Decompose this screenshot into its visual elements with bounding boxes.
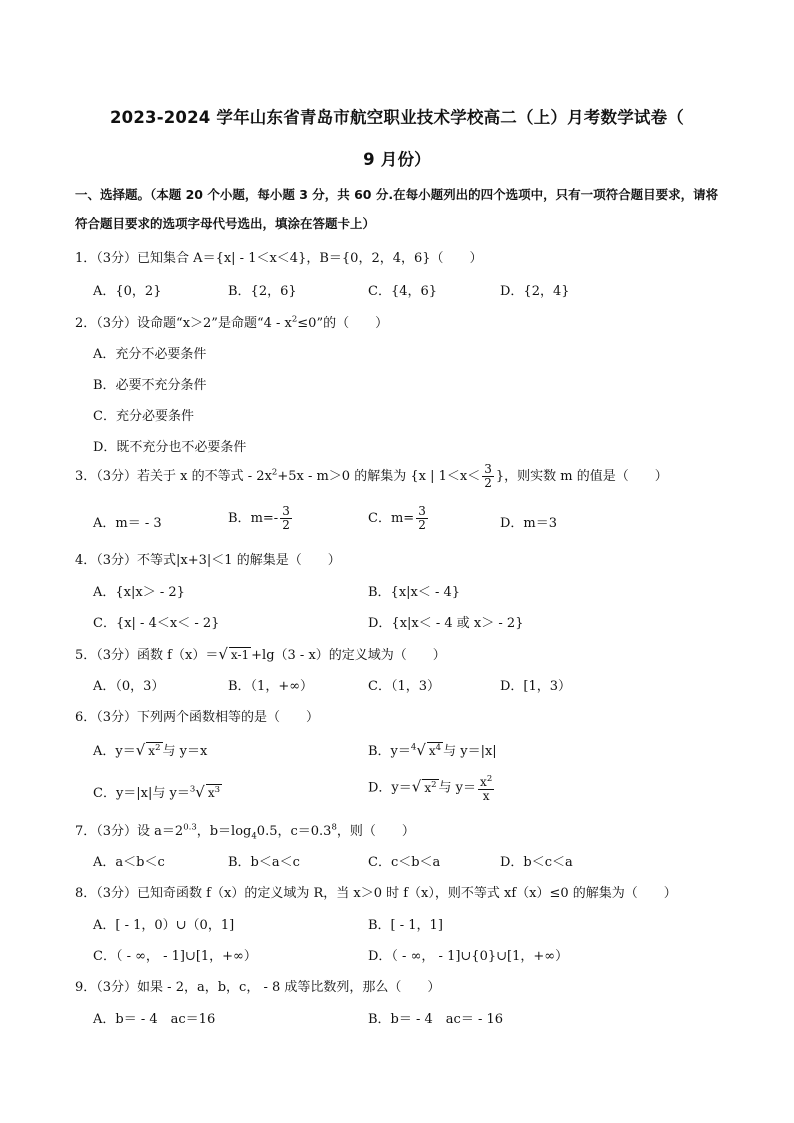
- q3-option-b-label: B．: [228, 511, 251, 526]
- q3-stem-post: ，则实数 m 的值是（ ）: [504, 469, 668, 484]
- q3-option-c: [368, 505, 430, 532]
- q3-option-b-var: m=-: [250, 511, 279, 526]
- q7-option-c: C．c＜b＜a: [368, 855, 441, 870]
- q3-option-b-fraction: [280, 505, 292, 532]
- q5-option-c: C．（1，3）: [368, 679, 440, 694]
- q7-exp-a: 0.3: [183, 822, 197, 833]
- q3-option-c-label: C．: [368, 511, 391, 526]
- q6-b-exp: 4: [435, 743, 442, 753]
- q6-option-c: [93, 782, 222, 801]
- question-1-stem: 1．（3分）已知集合 A＝{x| - 1＜x＜4}，B＝{0，2，4，6}（ ）: [75, 251, 483, 266]
- question-4-stem: 4．（3分）不等式|x+3|＜1 的解集是（ ）: [75, 553, 341, 568]
- q3-option-c-denominator: 2: [418, 518, 426, 532]
- q6-b-rad-base: x: [428, 744, 436, 758]
- q2-option-a: A．充分不必要条件: [93, 347, 207, 362]
- q3-set-post: }: [495, 469, 505, 484]
- q3-option-c-numerator: 3: [418, 504, 426, 518]
- q6-a-rad-base: x: [148, 744, 156, 758]
- q7-stem-mid: ，b＝log: [196, 824, 252, 839]
- q2-option-d: D．既不充分也不必要条件: [93, 440, 247, 455]
- q4-option-d: D．{x|x＜ - 4 或 x＞ - 2}: [368, 616, 524, 631]
- q9-option-a: A．b＝ - 4 ac＝16: [93, 1012, 216, 1027]
- q3-stem-mid: +5x - m＞0 的解集为: [277, 469, 407, 484]
- q5-stem-post: +lg（3 - x）的定义域为（ ）: [251, 648, 446, 663]
- q6-a-radicand: [146, 742, 162, 758]
- q3-option-b-denominator: 2: [282, 518, 290, 532]
- exam-title-line1: 2023-2024 学年山东省青岛市航空职业技术学校高二（上）月考数学试卷（: [109, 108, 685, 127]
- sqrt-symbol-icon: √: [411, 777, 422, 796]
- q8-option-c: C．（ - ∞， - 1]∪[1，+∞）: [93, 949, 257, 964]
- q3-solution-set: [410, 462, 505, 490]
- q6-d-numerator: [478, 773, 494, 790]
- section-header: 一、选择题。（本题 20 个小题，每小题 3 分，共 60 分.在每小题列出的四个选项中，只有一项符合题目要求，请将符合题目要求的选项字母代号选出，填涂在答题卡上）: [75, 187, 719, 231]
- question-8-stem: 8．（3分）已知奇函数 f（x）的定义域为 R，当 x＞0 时 f（x），则不等式 xf（x）≤0 的解集为（ ）: [75, 886, 677, 901]
- q3-set-pre: {x | 1＜x＜: [410, 469, 481, 484]
- sqrt-symbol-icon: √: [135, 741, 146, 759]
- q6-c-exp: 3: [214, 785, 221, 795]
- q6-d-num-exp: 2: [486, 774, 493, 784]
- q6-d-pre: D．y＝: [368, 780, 412, 796]
- q6-d-fraction: [478, 773, 494, 803]
- root-symbol-icon: √: [195, 783, 205, 801]
- q4-option-a: A．{x|x＞ - 2}: [93, 585, 185, 600]
- q8-option-b: B．[ - 1，1]: [368, 918, 443, 933]
- q3-stem-pre: 3．（3分）若关于 x 的不等式 - 2x: [75, 469, 272, 484]
- q5-radicand: x-1: [230, 648, 250, 662]
- q5-option-b: B．（1，+∞）: [228, 679, 314, 694]
- q8-option-a: A．[ - 1，0）∪（0，1]: [93, 918, 235, 933]
- q6-b-root-index: 4: [410, 742, 417, 753]
- q6-d-mid: 与 y＝: [438, 780, 477, 796]
- q7-option-a: A．a＜b＜c: [93, 855, 165, 870]
- q6-c-radicand: [206, 784, 222, 800]
- q3-exponent: 2: [271, 467, 278, 478]
- q3-option-d: D．m＝3: [500, 516, 558, 531]
- q6-c-root-index: 3: [189, 784, 196, 795]
- q2-stem-post: ≤0”的（ ）: [297, 316, 389, 331]
- question-3-stem: [75, 463, 668, 490]
- q7-option-d: D．b＜c＜a: [500, 855, 573, 870]
- question-5-stem: [75, 644, 446, 663]
- q1-option-d: D．{2，4}: [500, 284, 570, 299]
- q4-option-c: C．{x| - 4＜x＜ - 2}: [93, 616, 220, 631]
- q7-option-b: B．b＜a＜c: [228, 855, 300, 870]
- question-2-stem: [75, 312, 388, 331]
- q5-option-a: A．（0，3）: [93, 679, 165, 694]
- q6-d-num-base: x: [480, 775, 487, 789]
- q9-option-b: B．b＝ - 4 ac＝ - 16: [368, 1012, 504, 1027]
- q6-c-pre: C．y＝|x|与 y＝: [93, 786, 190, 801]
- q6-a-exp: 2: [155, 743, 161, 753]
- q7-exp-c: 8: [331, 822, 337, 833]
- sqrt-symbol-icon: √: [218, 645, 228, 663]
- q6-b-pre: B．y＝: [368, 744, 411, 759]
- q7-stem-pre: 7．（3分）设 a＝2: [75, 824, 184, 839]
- q1-option-c: C．{4，6}: [368, 284, 438, 299]
- q6-d-radicand: [422, 779, 438, 795]
- question-7-stem: [75, 820, 415, 842]
- q3-option-b-numerator: 3: [282, 504, 290, 518]
- q2-stem-pre: 2．（3分）设命题“: [75, 316, 183, 331]
- q3-option-b: [228, 505, 294, 532]
- question-6-stem: 6．（3分）下列两个函数相等的是（ ）: [75, 710, 320, 725]
- q6-option-b: [368, 740, 497, 759]
- q5-stem-pre: 5．（3分）函数 f（x）＝: [75, 648, 219, 663]
- q2-exponent: 2: [291, 314, 298, 325]
- exam-title-line2: 9 月份）: [363, 150, 431, 169]
- q4-option-b: B．{x|x＜ - 4}: [368, 585, 461, 600]
- q3-option-c-fraction: [416, 505, 428, 532]
- q6-option-d: [368, 773, 496, 803]
- root-symbol-icon: √: [416, 741, 426, 759]
- q6-c-rad-base: x: [207, 786, 215, 800]
- q3-option-c-var: m=: [390, 511, 415, 526]
- question-9-stem: 9．（3分）如果 - 2，a，b，c， - 8 成等比数列，那么（ ）: [75, 980, 441, 995]
- q3-set-fraction: [482, 463, 494, 490]
- q6-b-post: 与 y＝|x|: [443, 744, 497, 759]
- q7-stem-mid2: 0.5，c＝0.3: [256, 824, 332, 839]
- q2-option-c: C．充分必要条件: [93, 409, 194, 424]
- q1-option-a: A．{0，2}: [93, 284, 162, 299]
- q6-b-radicand: [427, 742, 443, 758]
- q6-a-post: 与 y＝x: [162, 744, 208, 759]
- q6-a-pre: A．y＝: [93, 744, 136, 759]
- q7-log-base: 4: [251, 831, 257, 842]
- q6-d-denominator: x: [482, 789, 490, 803]
- q8-option-d: D．（ - ∞， - 1]∪{0}∪[1，+∞）: [368, 949, 569, 964]
- q3-option-a: A．m＝ - 3: [93, 516, 162, 531]
- q2-stem-mid: x＞2”是命题“4 - x: [182, 316, 292, 331]
- q3-fraction-denominator: 2: [484, 476, 492, 490]
- q5-option-d: D．[1，3）: [500, 679, 572, 694]
- q2-option-b: B．必要不充分条件: [93, 378, 207, 393]
- q1-option-b: B．{2，6}: [228, 284, 297, 299]
- q6-option-a: [93, 740, 207, 759]
- q6-d-exp: 2: [431, 779, 437, 790]
- q3-fraction-numerator: 3: [484, 462, 492, 476]
- q6-d-rad-base: x: [424, 780, 432, 795]
- q7-stem-post: ，则（ ）: [336, 824, 415, 839]
